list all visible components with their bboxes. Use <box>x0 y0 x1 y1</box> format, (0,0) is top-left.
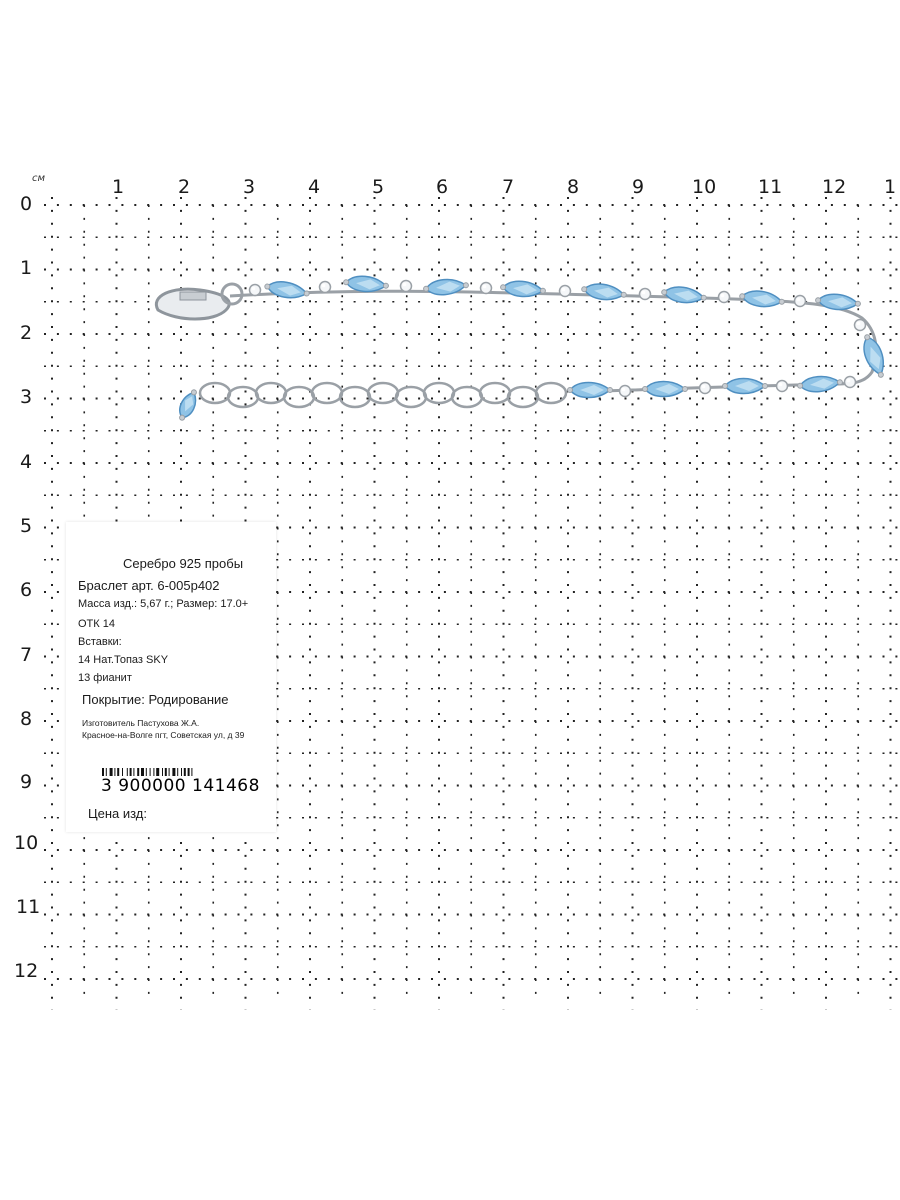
cubic-zirconia <box>620 386 631 397</box>
topaz-stone <box>661 284 708 305</box>
y-tick: 8 <box>20 708 33 730</box>
chain-link <box>424 383 454 403</box>
topaz-stone <box>815 293 861 312</box>
x-tick: 11 <box>758 176 783 198</box>
cubic-zirconia <box>250 285 261 296</box>
extension-chain <box>200 383 566 407</box>
tag-manufacturer: Изготовитель Пастухова Ж.А. <box>82 718 200 728</box>
tag-otk: ОТК 14 <box>78 618 115 630</box>
y-tick: 9 <box>20 771 33 793</box>
tag-inserts-heading: Вставки: <box>78 636 122 648</box>
chain-link <box>396 387 426 407</box>
topaz-stone <box>723 379 768 394</box>
chain-link <box>480 383 510 403</box>
cubic-zirconia <box>855 320 866 331</box>
ruler-unit: см <box>32 173 46 184</box>
chain-link <box>284 387 314 407</box>
cubic-zirconia <box>560 286 571 297</box>
chain-link <box>368 383 398 403</box>
barcode-number: 3 900000 141468 <box>101 776 260 796</box>
x-tick: 9 <box>632 176 645 198</box>
bracelet-chain <box>230 291 876 392</box>
y-tick: 6 <box>20 579 33 601</box>
cubic-zirconia <box>795 296 806 307</box>
cubic-zirconia <box>640 289 651 300</box>
chain-link <box>312 383 342 403</box>
y-tick: 11 <box>16 896 41 918</box>
y-tick: 0 <box>20 193 33 215</box>
topaz-stone <box>581 281 628 302</box>
x-tick: 3 <box>243 176 256 198</box>
topaz-stone <box>175 387 201 423</box>
tag-price-label: Цена изд: <box>88 806 148 821</box>
y-tick: 3 <box>20 386 33 408</box>
topaz-stone <box>568 383 613 398</box>
x-tick: 1 <box>884 176 897 198</box>
y-tick: 10 <box>14 832 39 854</box>
x-tick: 8 <box>567 176 580 198</box>
x-tick: 6 <box>436 176 449 198</box>
chain-wire <box>230 291 876 392</box>
lobster-clasp <box>156 284 242 319</box>
cubic-zirconia <box>700 383 711 394</box>
y-tick: 1 <box>20 257 33 279</box>
x-tick: 1 <box>112 176 125 198</box>
x-tick: 4 <box>308 176 321 198</box>
cubic-zirconia <box>777 381 788 392</box>
x-tick: 7 <box>502 176 515 198</box>
cubic-zirconia <box>719 292 730 303</box>
tag-insert-cz: 13 фианит <box>78 672 132 684</box>
cubic-zirconia <box>845 377 856 388</box>
chain-link <box>200 383 230 403</box>
tag-insert-topaz: 14 Нат.Топаз SKY <box>78 654 169 666</box>
x-tick: 2 <box>178 176 191 198</box>
chain-link <box>508 387 538 407</box>
topaz-stone <box>739 288 786 309</box>
x-tick: 5 <box>372 176 385 198</box>
chain-link <box>228 387 258 407</box>
chain-link <box>452 387 482 407</box>
topaz-stone <box>797 375 843 394</box>
chain-link <box>256 383 286 403</box>
topaz-stone <box>423 278 469 297</box>
y-tick: 4 <box>20 451 33 473</box>
cubic-zirconia <box>320 282 331 293</box>
chain-link <box>536 383 566 403</box>
topaz-stone <box>643 382 688 397</box>
y-tick: 12 <box>14 960 39 982</box>
topaz-stone <box>500 280 546 299</box>
x-tick: 12 <box>822 176 847 198</box>
cubic-zirconia <box>481 283 492 294</box>
tag-title: Серебро 925 пробы <box>123 556 244 571</box>
y-tick: 5 <box>20 515 33 537</box>
tag-address: Красное-на-Волге пгт, Советская ул, д 39 <box>82 730 245 740</box>
x-tick: 10 <box>692 176 717 198</box>
cubic-zirconia <box>401 281 412 292</box>
tag-mass-size: Масса изд.: 5,67 г.; Размер: 17.0+ <box>78 598 249 610</box>
y-tick: 7 <box>20 644 33 666</box>
tag-coating: Покрытие: Родирование <box>82 692 229 707</box>
tag-article: Браслет арт. 6-005р402 <box>78 578 220 593</box>
y-tick: 2 <box>20 322 33 344</box>
topaz-stone <box>264 279 311 302</box>
chain-link <box>340 387 370 407</box>
